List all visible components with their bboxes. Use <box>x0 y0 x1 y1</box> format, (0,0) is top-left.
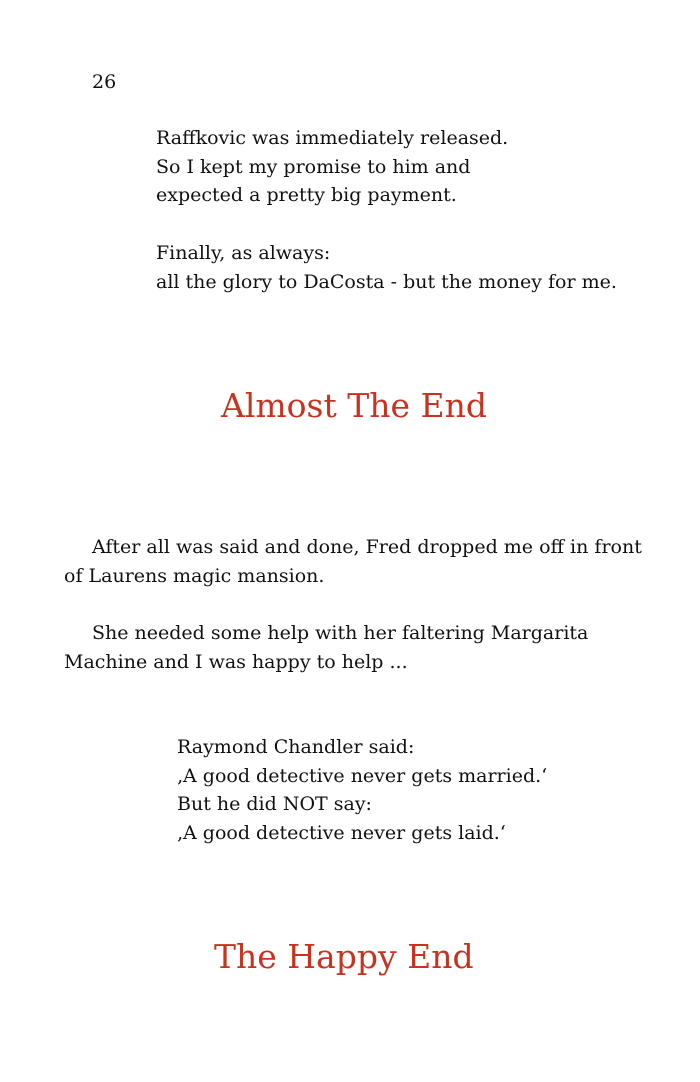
verse-line: So I kept my promise to him and <box>156 155 471 178</box>
intro-verse-block <box>156 124 617 296</box>
verse-line: Finally, as always: <box>156 241 331 264</box>
paragraph-text: After all was said and done, Fred dropped me off in front of Laurens magic mansion. <box>64 536 642 587</box>
stanza-gap <box>156 210 617 239</box>
verse-line: Raffkovic was immediately released. <box>156 127 509 149</box>
quote-line: ‚A good detective never gets laid.‘ <box>177 822 506 845</box>
quote-block <box>177 733 547 848</box>
body-paragraph <box>64 619 644 676</box>
body-paragraph <box>64 533 644 590</box>
quote-line: But he did NOT say: <box>177 793 372 816</box>
page-number: 26 <box>92 71 117 93</box>
verse-line: all the glory to DaCosta - but the money for me. <box>156 270 617 293</box>
section-heading-almost-the-end: Almost The End <box>221 386 487 425</box>
quote-line: Raymond Chandler said: <box>177 736 415 758</box>
quote-line: ‚A good detective never gets married.‘ <box>177 764 548 787</box>
section-heading-the-happy-end: The Happy End <box>214 937 474 976</box>
paragraph-text: She needed some help with her faltering Margarita Machine and I was happy to help ... <box>64 622 589 673</box>
verse-line: expected a pretty big payment. <box>156 184 457 207</box>
